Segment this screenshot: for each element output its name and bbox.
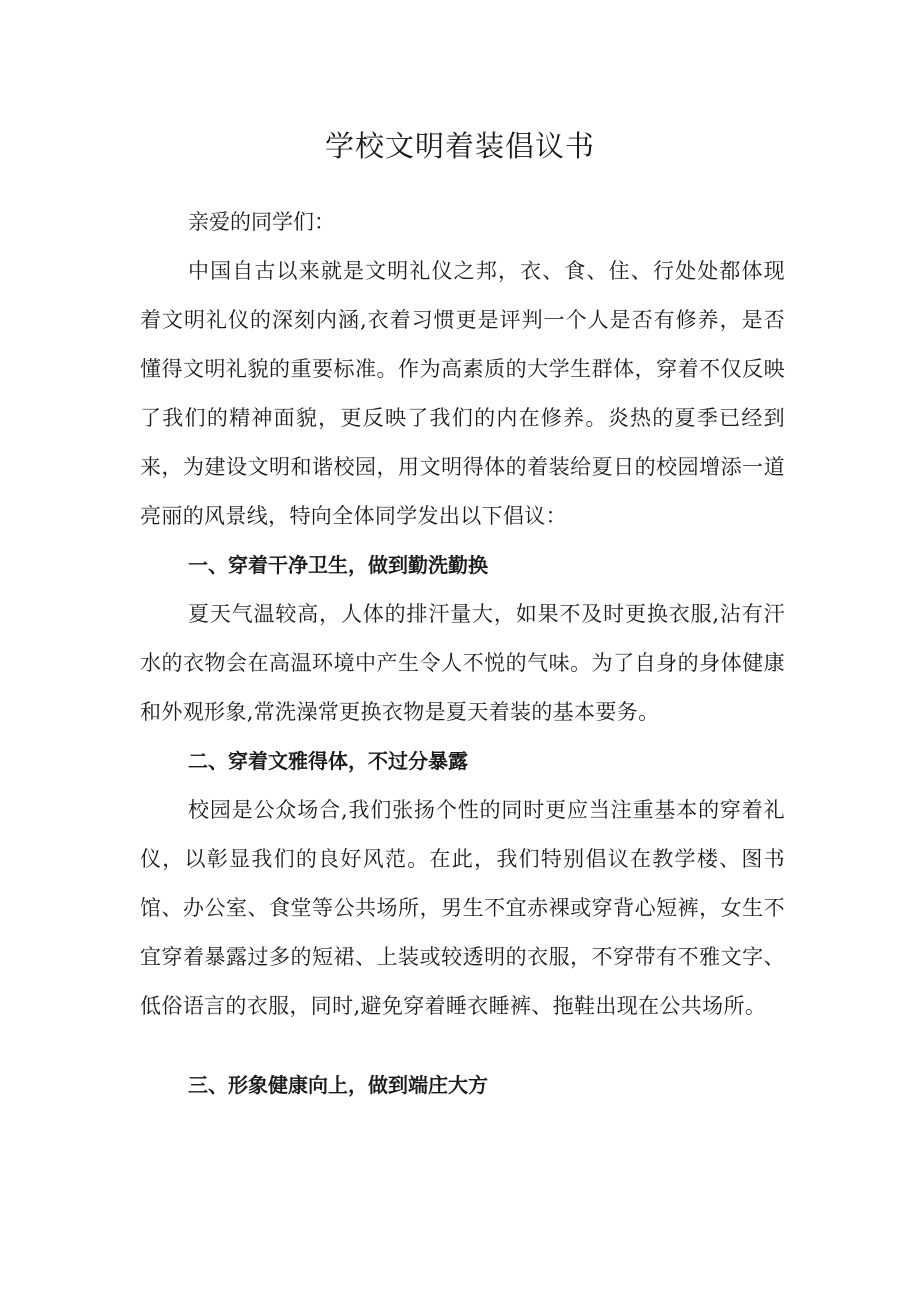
intro-paragraph: 中国自古以来就是文明礼仪之邦，衣、食、住、行处处都体现着文明礼仪的深刻内涵,衣着习惯更是评判一个人是否有修养，是否懂得文明礼貌的重要标准。作为高素质的大学生群体，穿着不仅反映了我们的精神面貌，更反映了我们的内在修养。炎热的夏季已经到来，为建设文明和谐校园，用文明得体的着装给夏日的校园增添一道亮丽的风景线，特向全体同学发出以下倡议： [140, 259, 785, 528]
section-heading-2: 二、穿着文雅得体，不过分暴露 [188, 749, 468, 773]
section-heading-1: 一、穿着干净卫生，做到勤洗勤换 [188, 553, 488, 577]
document-title: 学校文明着装倡议书 [324, 129, 595, 163]
document-body [140, 198, 785, 1110]
section-body-1: 夏天气温较高，人体的排汗量大，如果不及时更换衣服,沾有汗水的衣物会在高温环境中产生令人不悦的气味。为了自身的身体健康和外观形象,常洗澡常更换衣物是夏天着装的基本要务。 [140, 602, 785, 724]
greeting: 亲爱的同学们： [188, 210, 335, 234]
section-body-2: 校园是公众场合,我们张扬个性的同时更应当注重基本的穿着礼仪，以彰显我们的良好风范。在此，我们特别倡议在教学楼、图书馆、办公室、食堂等公共场所，男生不宜赤裸或穿背心短裤，女生不宜穿着暴露过多的短裙、上装或较透明的衣服，不穿带有不雅文字、低俗语言的衣服，同时,避免穿着睡衣睡裤、拖鞋出现在公共场所。 [140, 798, 785, 1018]
section-heading-3: 三、形象健康向上，做到端庄大方 [188, 1073, 488, 1097]
